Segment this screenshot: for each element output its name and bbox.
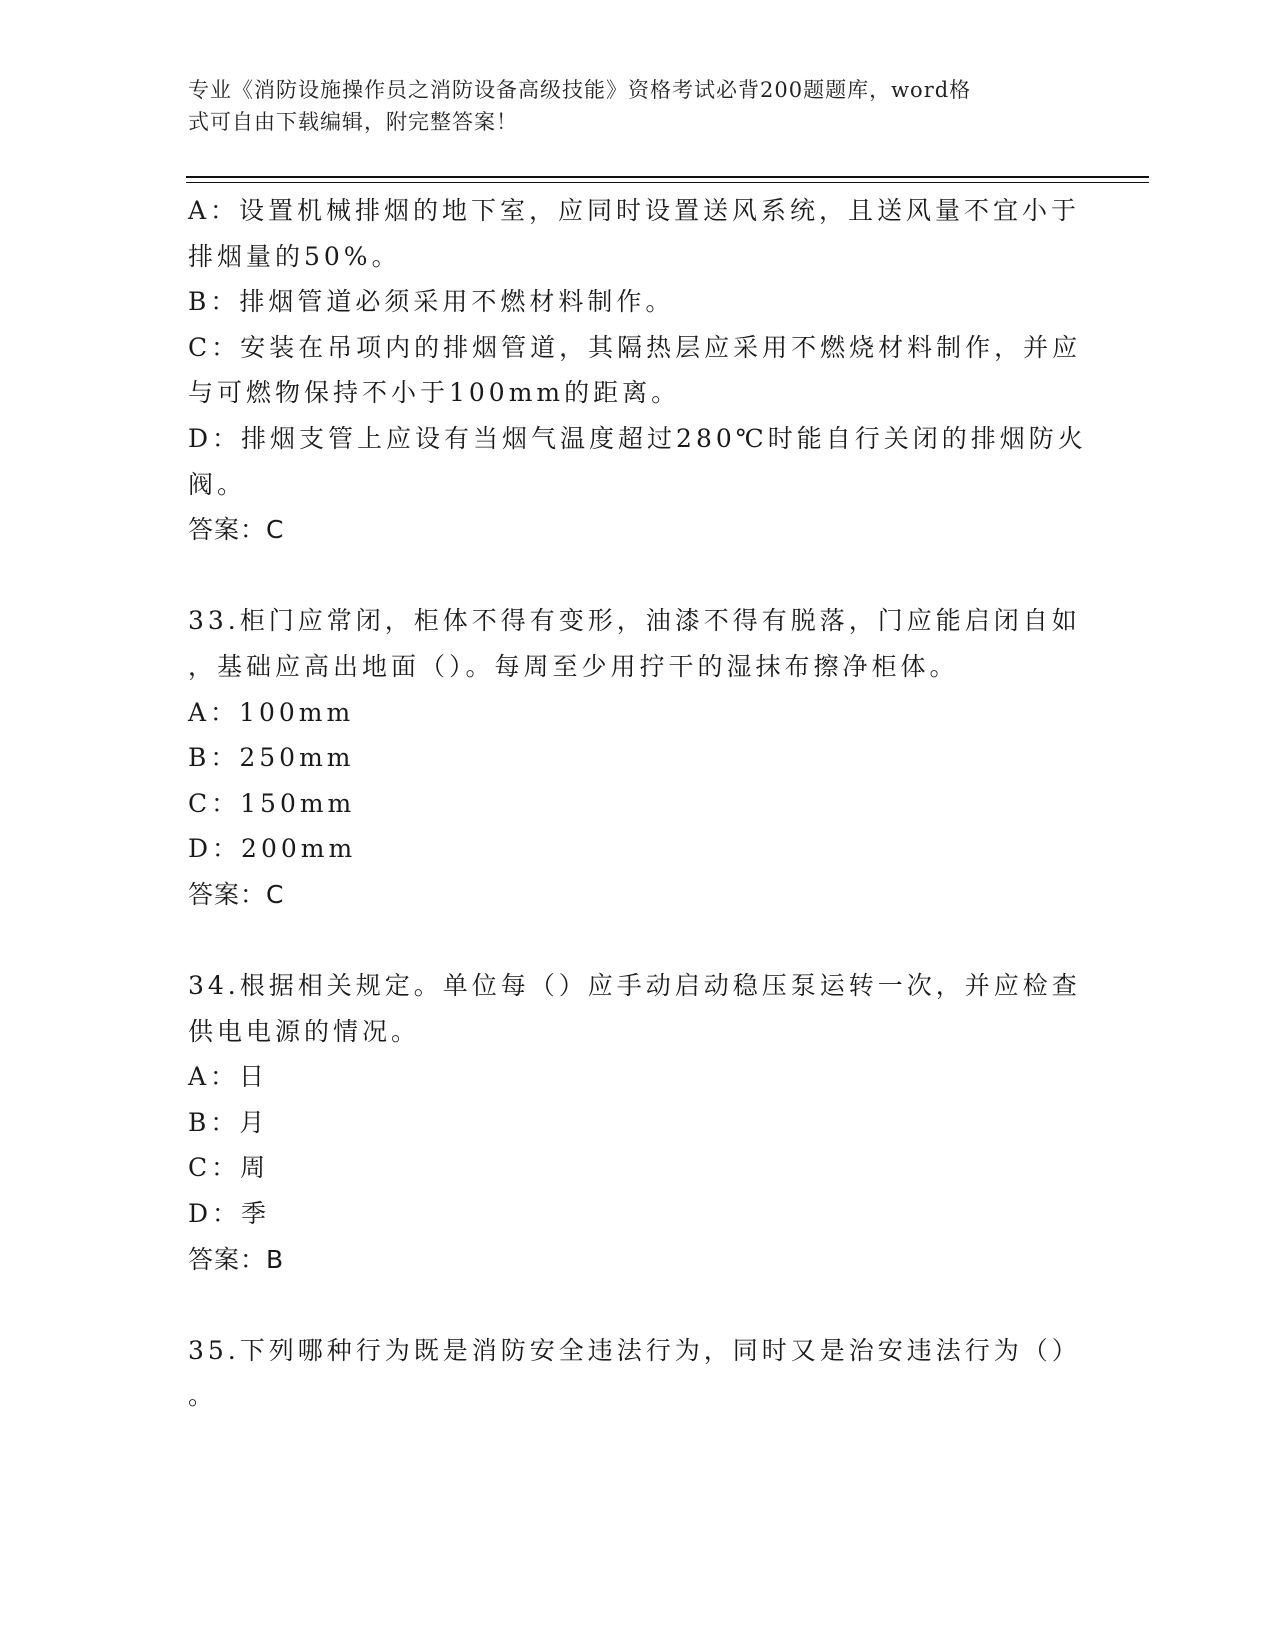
spacer [188,553,1088,599]
question-35-stem-line-1: 35.下列哪种行为既是消防安全违法行为，同时又是治安违法行为（） [188,1335,1081,1365]
option-c-line-2: 与可燃物保持不小于100mm的距离。 [188,378,681,408]
option-d-line-2: 阀。 [188,469,247,499]
option-a-line-2: 排烟量的50%。 [188,241,401,271]
header-divider-thin [186,182,1149,183]
option-c-line-1: C：安装在吊项内的排烟管道，其隔热层应采用不燃烧材料制作，并应 [188,332,1082,362]
option-d-line-1: D：排烟支管上应设有当烟气温度超过280℃时能自行关闭的排烟防火 [188,423,1087,453]
question-34-stem-line-2: 供电电源的情况。 [188,1016,421,1046]
answer-34: 答案：B [188,1244,285,1274]
question-34 [188,963,1088,1282]
answer-33: 答案：C [188,879,285,909]
option-d: D：季 [188,1199,271,1229]
spacer [188,918,1088,964]
header-line-1: 专业《消防设施操作员之消防设备高级技能》资格考试必背200题题库，word格 [188,78,972,102]
question-33-stem-line-1: 33.柜门应常闭，柜体不得有变形，油漆不得有脱落，门应能启闭自如 [188,606,1081,636]
option-a-line-1: A：设置机械排烟的地下室，应同时设置送风系统，且送风量不宜小于 [188,196,1081,225]
spacer [188,1282,1088,1328]
question-34-stem-line-1: 34.根据相关规定。单位每（）应手动启动稳压泵运转一次，并应检查 [188,971,1081,1001]
question-32-options [188,188,1088,553]
option-b: B：排烟管道必须采用不燃材料制作。 [188,287,675,317]
header-divider-thick [186,176,1149,178]
option-b: B：月 [188,1107,269,1137]
option-b: B：250mm [188,743,355,773]
option-d: D：200mm [188,834,357,864]
question-33 [188,598,1088,917]
header-line-2: 式可自由下载编辑，附完整答案！ [188,110,518,134]
answer-32: 答案：C [188,515,285,545]
question-35 [188,1328,1088,1419]
document-header [188,74,1068,138]
document-body [188,188,1088,1419]
question-35-stem-line-2: 。 [188,1381,218,1411]
option-c: C：周 [188,1153,270,1183]
question-33-stem-line-2: ，基础应高出地面（）。每周至少用拧干的湿抹布擦净柜体。 [188,651,959,681]
option-c: C：150mm [188,788,356,818]
option-a: A：100mm [188,697,355,727]
option-a: A：日 [188,1062,269,1092]
